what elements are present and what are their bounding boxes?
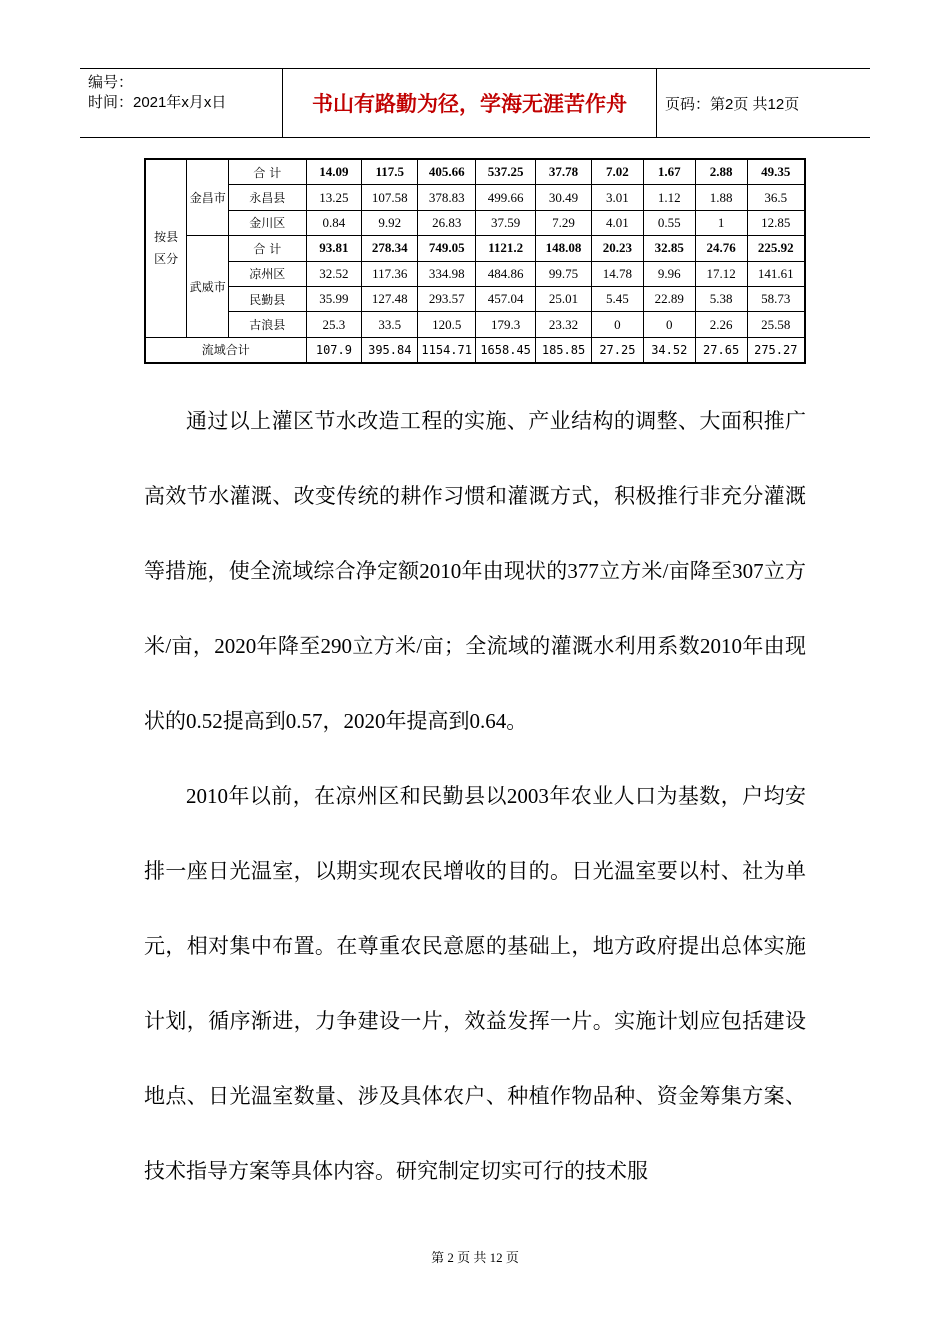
value-cell: 278.34 [362, 236, 418, 261]
value-cell: 141.61 [747, 261, 805, 286]
value-cell: 1.88 [695, 185, 747, 210]
value-cell: 17.12 [695, 261, 747, 286]
value-cell: 499.66 [476, 185, 536, 210]
total-value-cell: 34.52 [643, 337, 695, 363]
value-cell: 33.5 [362, 312, 418, 337]
value-cell: 9.96 [643, 261, 695, 286]
table-row [145, 286, 805, 311]
value-cell: 32.85 [643, 236, 695, 261]
value-cell: 334.98 [418, 261, 476, 286]
district-name-cell: 凉州区 [229, 261, 306, 286]
value-cell: 0 [643, 312, 695, 337]
total-label-cell: 流域合计 [145, 337, 306, 363]
value-cell: 0.55 [643, 210, 695, 235]
value-cell: 25.58 [747, 312, 805, 337]
value-cell: 7.02 [591, 159, 643, 185]
value-cell: 14.78 [591, 261, 643, 286]
value-cell: 0.84 [306, 210, 362, 235]
value-cell: 225.92 [747, 236, 805, 261]
body-text [144, 384, 806, 1209]
value-cell: 14.09 [306, 159, 362, 185]
district-name-cell: 合 计 [229, 159, 306, 185]
district-name-cell: 金川区 [229, 210, 306, 235]
value-cell: 25.01 [536, 286, 592, 311]
table-row [145, 210, 805, 235]
value-cell: 9.92 [362, 210, 418, 235]
serial-label: 编号： [88, 74, 134, 91]
value-cell: 179.3 [476, 312, 536, 337]
table-row [145, 261, 805, 286]
total-value-cell: 27.65 [695, 337, 747, 363]
paragraph: 2010年以前，在凉州区和民勤县以2003年农业人口为基数，户均安排一座日光温室，以期实现农民增收的目的。日光温室要以村、社为单元，相对集中布置。在尊重农民意愿的基础上，地方政府提出总体实施计划，循序渐进，力争建设一片，效益发挥一片。实施计划应包括建设地点、日光温室数量、涉及具体农户、种植作物品种、资金筹集方案、技术指导方案等具体内容。研究制定切实可行的技术服 [144, 784, 806, 1183]
value-cell: 35.99 [306, 286, 362, 311]
value-cell: 148.08 [536, 236, 592, 261]
value-cell: 4.01 [591, 210, 643, 235]
value-cell: 117.5 [362, 159, 418, 185]
header-page-number: 页码：第2页 共12页 [665, 95, 800, 113]
district-name-cell: 古浪县 [229, 312, 306, 337]
total-row [145, 337, 805, 363]
table-row [145, 185, 805, 210]
value-cell: 99.75 [536, 261, 592, 286]
value-cell: 26.83 [418, 210, 476, 235]
header-motto: 书山有路勤为径，学海无涯苦作舟 [283, 69, 657, 137]
value-cell: 12.85 [747, 210, 805, 235]
value-cell: 107.58 [362, 185, 418, 210]
total-value-cell: 107.9 [306, 337, 362, 363]
table-row [145, 236, 805, 261]
value-cell: 1.12 [643, 185, 695, 210]
page-footer: 第 2 页 共 12 页 [431, 1250, 519, 1265]
value-cell: 405.66 [418, 159, 476, 185]
value-cell: 36.5 [747, 185, 805, 210]
value-cell: 37.59 [476, 210, 536, 235]
paragraph: 通过以上灌区节水改造工程的实施、产业结构的调整、大面积推广高效节水灌溉、改变传统的耕作习惯和灌溉方式，积极推行非充分灌溉等措施，使全流域综合净定额2010年由现状的377立方米/亩降至307立方米/亩，2020年降至290立方米/亩；全流域的灌溉水利用系数2010年由现状的0.52提高到0.57，2020年提高到0.64。 [144, 409, 806, 733]
value-cell: 127.48 [362, 286, 418, 311]
district-name-cell: 合 计 [229, 236, 306, 261]
page-header [80, 68, 870, 138]
value-cell: 32.52 [306, 261, 362, 286]
value-cell: 2.88 [695, 159, 747, 185]
value-cell: 0 [591, 312, 643, 337]
total-value-cell: 395.84 [362, 337, 418, 363]
water-data-table [144, 158, 806, 364]
value-cell: 7.29 [536, 210, 592, 235]
table-row [145, 159, 805, 185]
total-value-cell: 27.25 [591, 337, 643, 363]
value-cell: 49.35 [747, 159, 805, 185]
value-cell: 3.01 [591, 185, 643, 210]
value-cell: 457.04 [476, 286, 536, 311]
value-cell: 93.81 [306, 236, 362, 261]
value-cell: 749.05 [418, 236, 476, 261]
city-name-cell: 武威市 [187, 236, 229, 338]
value-cell: 22.89 [643, 286, 695, 311]
value-cell: 20.23 [591, 236, 643, 261]
district-name-cell: 民勤县 [229, 286, 306, 311]
value-cell: 30.49 [536, 185, 592, 210]
value-cell: 5.38 [695, 286, 747, 311]
value-cell: 2.26 [695, 312, 747, 337]
total-value-cell: 275.27 [747, 337, 805, 363]
total-value-cell: 185.85 [536, 337, 592, 363]
time-label: 时间：2021年x月x日 [88, 94, 227, 111]
value-cell: 293.57 [418, 286, 476, 311]
value-cell: 537.25 [476, 159, 536, 185]
district-name-cell: 永昌县 [229, 185, 306, 210]
value-cell: 25.3 [306, 312, 362, 337]
total-value-cell: 1658.45 [476, 337, 536, 363]
table-row [145, 312, 805, 337]
total-value-cell: 1154.71 [418, 337, 476, 363]
value-cell: 1121.2 [476, 236, 536, 261]
value-cell: 378.83 [418, 185, 476, 210]
value-cell: 37.78 [536, 159, 592, 185]
city-name-cell: 金昌市 [187, 159, 229, 236]
group-label-cell: 按县区分 [145, 159, 187, 337]
value-cell: 58.73 [747, 286, 805, 311]
value-cell: 13.25 [306, 185, 362, 210]
value-cell: 117.36 [362, 261, 418, 286]
value-cell: 5.45 [591, 286, 643, 311]
value-cell: 1.67 [643, 159, 695, 185]
header-meta [80, 69, 283, 137]
value-cell: 23.32 [536, 312, 592, 337]
value-cell: 24.76 [695, 236, 747, 261]
value-cell: 120.5 [418, 312, 476, 337]
value-cell: 484.86 [476, 261, 536, 286]
value-cell: 1 [695, 210, 747, 235]
